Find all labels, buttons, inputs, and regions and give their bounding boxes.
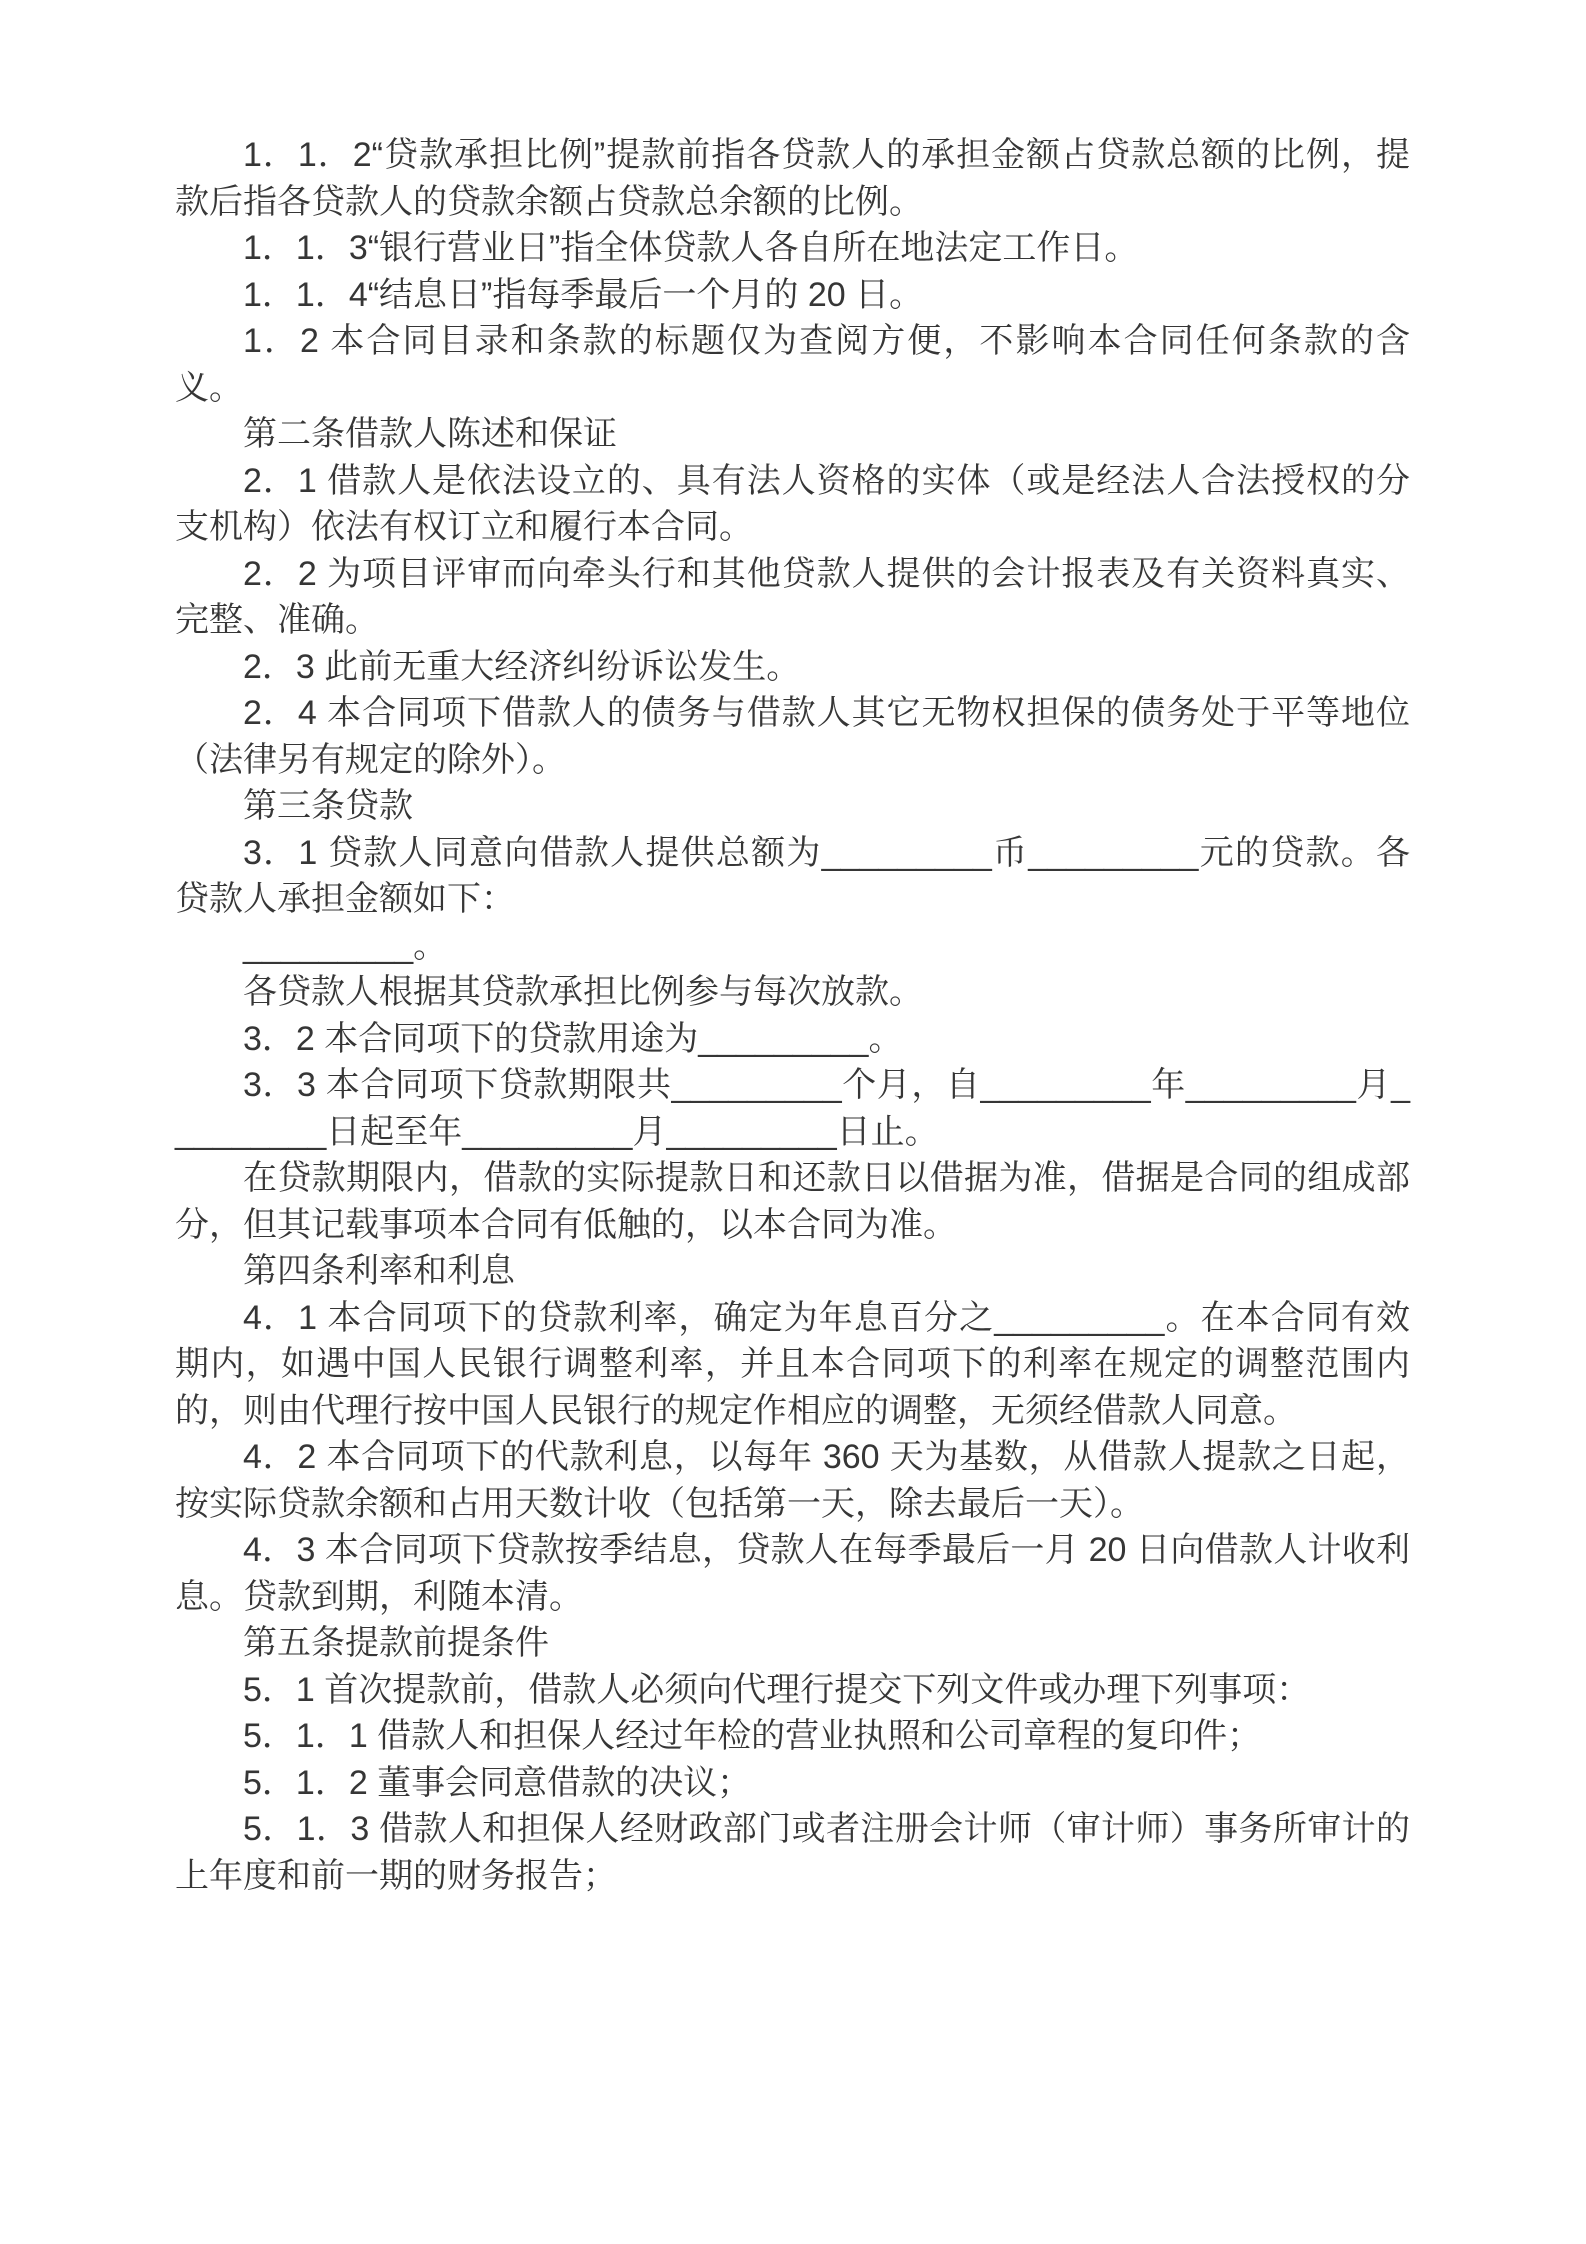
clause-paragraph: 1．1．3“银行营业日”指全体贷款人各自所在地法定工作日。 [243,229,1139,267]
clause-paragraph: 2．1 借款人是依法设立的、具有法人资格的实体（或是经法人合法授权的分支机构）依法有权订立和履行本合同。 [175,461,1410,546]
section-heading: 第四条利率和利息 [243,1252,515,1290]
clause-paragraph: 3．3 本合同项下贷款期限共_________个月，自_________年_________月_________日起至年_________月_________日止。 [175,1066,1410,1151]
clause-paragraph: 1．2 本合同目录和条款的标题仅为查阅方便，不影响本合同任何条款的含义。 [175,322,1410,407]
clause-paragraph: 4．1 本合同项下的贷款利率，确定为年息百分之_________。在本合同有效期内，如遇中国人民银行调整利率，并且本合同项下的利率在规定的调整范围内的，则由代理行按中国人民银行的规定作相应的调整，无须经借款人同意。 [175,1298,1410,1430]
clause-paragraph: 4．2 本合同项下的代款利息，以每年 360 天为基数，从借款人提款之日起，按实际贷款余额和占用天数计收（包括第一天，除去最后一天）。 [175,1438,1410,1523]
clause-paragraph: 1．1．4“结息日”指每季最后一个月的 20 日。 [243,275,924,314]
clause-paragraph: 5．1．1 借款人和担保人经过年检的营业执照和公司章程的复印件； [243,1717,1262,1755]
clause-paragraph: 4．3 本合同项下贷款按季结息，贷款人在每季最后一月 20 日向借款人计收利息。贷款到期，利随本清。 [175,1531,1410,1616]
clause-paragraph: 5．1．2 董事会同意借款的决议； [243,1763,752,1802]
clause-paragraph: 在贷款期限内，借款的实际提款日和还款日以借据为准，借据是合同的组成部分，但其记载事项本合同有低触的，以本合同为准。 [175,1159,1410,1244]
clause-paragraph: 2．2 为项目评审而向牵头行和其他贷款人提供的会计报表及有关资料真实、完整、准确。 [175,554,1410,639]
clause-paragraph: 5．1 首次提款前，借款人必须向代理行提交下列文件或办理下列事项： [243,1670,1311,1709]
blank-fill-line: _________。 [243,926,448,965]
clause-paragraph: 5．1．3 借款人和担保人经财政部门或者注册会计师（审计师）事务所审计的上年度和前一期的财务报告； [175,1810,1410,1895]
clause-paragraph: 各贷款人根据其贷款承担比例参与每次放款。 [243,973,923,1011]
clause-paragraph: 3．1 贷款人同意向借款人提供总额为_________币_________元的贷款。各贷款人承担金额如下： [175,833,1410,918]
clause-paragraph: 3．2 本合同项下的贷款用途为_________。 [243,1019,903,1058]
clause-paragraph: 2．4 本合同项下借款人的债务与借款人其它无物权担保的债务处于平等地位（法律另有规定的除外）。 [175,694,1410,779]
section-heading: 第二条借款人陈述和保证 [243,415,617,453]
section-heading: 第五条提款前提条件 [243,1624,549,1662]
clause-paragraph: 2．3 此前无重大经济纠纷诉讼发生。 [243,647,801,686]
clause-paragraph: 1．1．2“贷款承担比例”提款前指各贷款人的承担金额占贷款总额的比例，提款后指各贷款人的贷款余额占贷款总余额的比例。 [175,136,1410,221]
section-heading: 第三条贷款 [243,787,413,825]
